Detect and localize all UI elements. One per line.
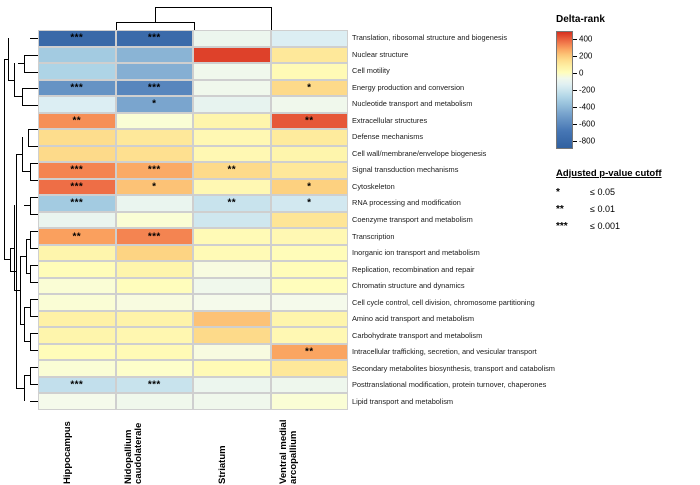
dendro-segment bbox=[155, 7, 271, 8]
heatmap-cell bbox=[193, 311, 271, 328]
row-label: Cytoskeleton bbox=[352, 181, 395, 191]
heatmap-cell bbox=[193, 212, 271, 229]
significance-marker: *** bbox=[147, 32, 161, 44]
pvalue-threshold: ≤ 0.01 bbox=[590, 204, 615, 214]
heatmap-cell bbox=[193, 129, 271, 146]
significance-marker: *** bbox=[70, 164, 84, 176]
heatmap-cell bbox=[271, 146, 349, 163]
column-label-line: Ventral medial bbox=[278, 419, 290, 484]
heatmap-cell bbox=[271, 195, 349, 212]
heatmap-cell bbox=[193, 327, 271, 344]
heatmap-cell bbox=[38, 245, 116, 262]
dendro-segment bbox=[116, 22, 194, 23]
heatmap-cell bbox=[116, 278, 194, 295]
heatmap-cell bbox=[193, 30, 271, 47]
heatmap-cell bbox=[38, 30, 116, 47]
heatmap-cell bbox=[193, 261, 271, 278]
significance-marker: * bbox=[152, 98, 157, 110]
colorbar-tick-label: 400 bbox=[579, 34, 593, 44]
row-label: Carbohydrate transport and metabolism bbox=[352, 330, 483, 340]
dendro-segment bbox=[271, 7, 272, 30]
heatmap-cell bbox=[193, 113, 271, 130]
colorbar-tick-label: -800 bbox=[579, 136, 596, 146]
heatmap-cell bbox=[271, 311, 349, 328]
heatmap-cell bbox=[271, 377, 349, 394]
heatmap-cell bbox=[38, 311, 116, 328]
heatmap-cell bbox=[116, 327, 194, 344]
heatmap-cell bbox=[116, 311, 194, 328]
heatmap-cell bbox=[193, 377, 271, 394]
pvalue-legend bbox=[556, 168, 696, 238]
colorbar-tick-label: -400 bbox=[579, 102, 596, 112]
heatmap-cell bbox=[193, 228, 271, 245]
row-label: Replication, recombination and repair bbox=[352, 264, 475, 274]
heatmap-cell bbox=[116, 179, 194, 196]
heatmap-cell bbox=[193, 294, 271, 311]
heatmap-cell bbox=[116, 195, 194, 212]
significance-marker: *** bbox=[147, 379, 161, 391]
row-label: Coenzyme transport and metabolism bbox=[352, 215, 473, 224]
column-label bbox=[124, 423, 144, 484]
dendro-segment bbox=[116, 22, 117, 30]
heatmap-cell bbox=[271, 63, 349, 80]
heatmap-cell bbox=[271, 162, 349, 179]
row-label: Defense mechanisms bbox=[352, 132, 424, 142]
column-label-line: Nidopallium bbox=[123, 429, 135, 484]
heatmap-cell bbox=[271, 96, 349, 113]
pvalue-symbol: *** bbox=[556, 221, 568, 232]
heatmap-cell bbox=[193, 360, 271, 377]
pvalue-legend-rows bbox=[556, 187, 696, 232]
heatmap-cell bbox=[116, 212, 194, 229]
heatmap-cell bbox=[271, 393, 349, 410]
pvalue-legend-row bbox=[556, 204, 696, 215]
colorbar-legend bbox=[556, 14, 696, 151]
colorbar-tick bbox=[573, 141, 577, 142]
row-label: Intracellular trafficking, secretion, and vesicular transport bbox=[352, 347, 537, 357]
row-label: RNA processing and modification bbox=[352, 198, 461, 208]
heatmap-cell bbox=[271, 294, 349, 311]
pvalue-legend-row bbox=[556, 221, 696, 232]
colorbar-tick bbox=[573, 56, 577, 57]
heatmap-cell bbox=[38, 393, 116, 410]
heatmap-cell bbox=[271, 179, 349, 196]
column-label-line: caudolaterale bbox=[133, 422, 145, 484]
significance-marker: *** bbox=[147, 230, 161, 242]
colorbar-tick-label: -200 bbox=[579, 85, 596, 95]
heatmap-cell bbox=[193, 80, 271, 97]
heatmap-cell bbox=[38, 96, 116, 113]
heatmap-cell bbox=[38, 212, 116, 229]
heatmap-cell bbox=[193, 278, 271, 295]
heatmap-cell bbox=[38, 129, 116, 146]
row-label: Secondary metabolites biosynthesis, transport and catabolism bbox=[352, 363, 555, 373]
dendro-segment bbox=[155, 7, 156, 22]
heatmap-cell bbox=[193, 47, 271, 64]
heatmap-cell bbox=[271, 80, 349, 97]
heatmap-cell bbox=[38, 327, 116, 344]
row-label: Energy production and conversion bbox=[352, 82, 465, 92]
row-label: Cell cycle control, cell division, chromosome partitioning bbox=[352, 297, 535, 307]
significance-marker: *** bbox=[70, 181, 84, 193]
heatmap-cell bbox=[193, 146, 271, 163]
heatmap-cell bbox=[38, 377, 116, 394]
heatmap-cell bbox=[271, 360, 349, 377]
heatmap-cell bbox=[193, 162, 271, 179]
row-label: Transcription bbox=[352, 231, 395, 241]
significance-marker: ** bbox=[72, 115, 82, 127]
heatmap-cell bbox=[38, 360, 116, 377]
heatmap-cell bbox=[271, 327, 349, 344]
colorbar-tick-label: 200 bbox=[579, 51, 593, 61]
heatmap-cell bbox=[116, 377, 194, 394]
heatmap-cell bbox=[116, 228, 194, 245]
row-label: Nucleotide transport and metabolism bbox=[352, 99, 473, 109]
dendro-segment bbox=[194, 22, 195, 30]
row-label: Lipid transport and metabolism bbox=[352, 396, 454, 406]
colorbar-tick bbox=[573, 90, 577, 91]
heatmap-cell bbox=[38, 344, 116, 361]
heatmap-cell bbox=[193, 393, 271, 410]
heatmap-cell bbox=[193, 179, 271, 196]
heatmap-cell bbox=[116, 294, 194, 311]
significance-marker: ** bbox=[227, 164, 237, 176]
heatmap-cell bbox=[116, 47, 194, 64]
significance-marker: *** bbox=[70, 32, 84, 44]
heatmap-cell bbox=[271, 344, 349, 361]
heatmap-cell bbox=[38, 63, 116, 80]
heatmap-cell bbox=[116, 261, 194, 278]
row-label: Extracellular structures bbox=[352, 115, 428, 125]
row-label: Signal transduction mechanisms bbox=[352, 165, 459, 175]
heatmap-grid bbox=[38, 30, 348, 410]
heatmap-cell bbox=[116, 146, 194, 163]
row-label: Translation, ribosomal structure and biogenesis bbox=[352, 33, 508, 43]
heatmap-cell bbox=[116, 113, 194, 130]
heatmap-cell bbox=[38, 179, 116, 196]
heatmap-cell bbox=[38, 113, 116, 130]
significance-marker: ** bbox=[227, 197, 237, 209]
significance-marker: * bbox=[307, 181, 312, 193]
heatmap-cell bbox=[271, 212, 349, 229]
heatmap-cell bbox=[38, 261, 116, 278]
heatmap-cell bbox=[116, 162, 194, 179]
heatmap-cell bbox=[116, 360, 194, 377]
heatmap-cell bbox=[116, 393, 194, 410]
pvalue-threshold: ≤ 0.05 bbox=[590, 187, 615, 197]
row-label: Posttranslational modification, protein turnover, chaperones bbox=[352, 380, 547, 390]
heatmap-cell bbox=[38, 195, 116, 212]
colorbar-tick bbox=[573, 39, 577, 40]
heatmap-cell bbox=[271, 129, 349, 146]
row-label: Inorganic ion transport and metabolism bbox=[352, 248, 480, 258]
heatmap-cell bbox=[116, 245, 194, 262]
heatmap-cell bbox=[116, 96, 194, 113]
colorbar-tick bbox=[573, 124, 577, 125]
heatmap-cell bbox=[271, 261, 349, 278]
significance-marker: *** bbox=[70, 82, 84, 94]
significance-marker: *** bbox=[70, 379, 84, 391]
heatmap-cell bbox=[38, 162, 116, 179]
significance-marker: ** bbox=[304, 346, 314, 358]
heatmap-cell bbox=[38, 47, 116, 64]
heatmap-cell bbox=[271, 113, 349, 130]
row-label: Nuclear structure bbox=[352, 49, 409, 59]
pvalue-legend-title: Adjusted p-value cutoff bbox=[556, 168, 662, 179]
row-label: Chromatin structure and dynamics bbox=[352, 281, 465, 291]
heatmap-cell bbox=[38, 278, 116, 295]
heatmap-cell bbox=[271, 278, 349, 295]
heatmap-cell bbox=[38, 146, 116, 163]
heatmap-cell bbox=[193, 195, 271, 212]
colorbar-wrap bbox=[556, 31, 686, 151]
heatmap-cell bbox=[193, 96, 271, 113]
colorbar-gradient bbox=[556, 31, 573, 149]
row-label: Cell motility bbox=[352, 66, 390, 76]
heatmap-cell bbox=[116, 63, 194, 80]
column-label-line: arcopallium bbox=[288, 430, 300, 484]
significance-marker: *** bbox=[70, 197, 84, 209]
heatmap-cell bbox=[193, 344, 271, 361]
row-label: Cell wall/membrane/envelope biogenesis bbox=[352, 148, 487, 158]
column-label-list bbox=[38, 412, 348, 484]
heatmap-cell bbox=[271, 30, 349, 47]
colorbar-tick bbox=[573, 107, 577, 108]
significance-marker: * bbox=[307, 82, 312, 94]
pvalue-threshold: ≤ 0.001 bbox=[590, 221, 620, 231]
colorbar-tick-label: -600 bbox=[579, 119, 596, 129]
heatmap-cell bbox=[38, 294, 116, 311]
colorbar-tick bbox=[573, 73, 577, 74]
significance-marker: * bbox=[307, 197, 312, 209]
significance-marker: * bbox=[152, 181, 157, 193]
significance-marker: ** bbox=[72, 230, 82, 242]
heatmap-cell bbox=[116, 129, 194, 146]
significance-marker: *** bbox=[147, 164, 161, 176]
pvalue-symbol: ** bbox=[556, 204, 564, 215]
pvalue-legend-row bbox=[556, 187, 696, 198]
heatmap-cell bbox=[271, 47, 349, 64]
column-label bbox=[279, 420, 299, 484]
colorbar-tick-label: 0 bbox=[579, 68, 584, 78]
heatmap-cell bbox=[116, 80, 194, 97]
heatmap-cell bbox=[193, 245, 271, 262]
row-label-list bbox=[352, 30, 582, 410]
column-label: Striatum bbox=[216, 445, 228, 484]
heatmap-cell bbox=[271, 245, 349, 262]
column-label: Hippocampus bbox=[61, 421, 73, 484]
heatmap-cell bbox=[271, 228, 349, 245]
pvalue-symbol: * bbox=[556, 187, 560, 198]
heatmap-cell bbox=[38, 228, 116, 245]
heatmap-cell bbox=[116, 30, 194, 47]
heatmap-cell bbox=[116, 344, 194, 361]
significance-marker: *** bbox=[147, 82, 161, 94]
colorbar-title: Delta-rank bbox=[556, 14, 605, 25]
heatmap-cell bbox=[193, 63, 271, 80]
significance-marker: ** bbox=[304, 115, 314, 127]
heatmap-cell bbox=[38, 80, 116, 97]
row-label: Amino acid transport and metabolism bbox=[352, 314, 475, 324]
